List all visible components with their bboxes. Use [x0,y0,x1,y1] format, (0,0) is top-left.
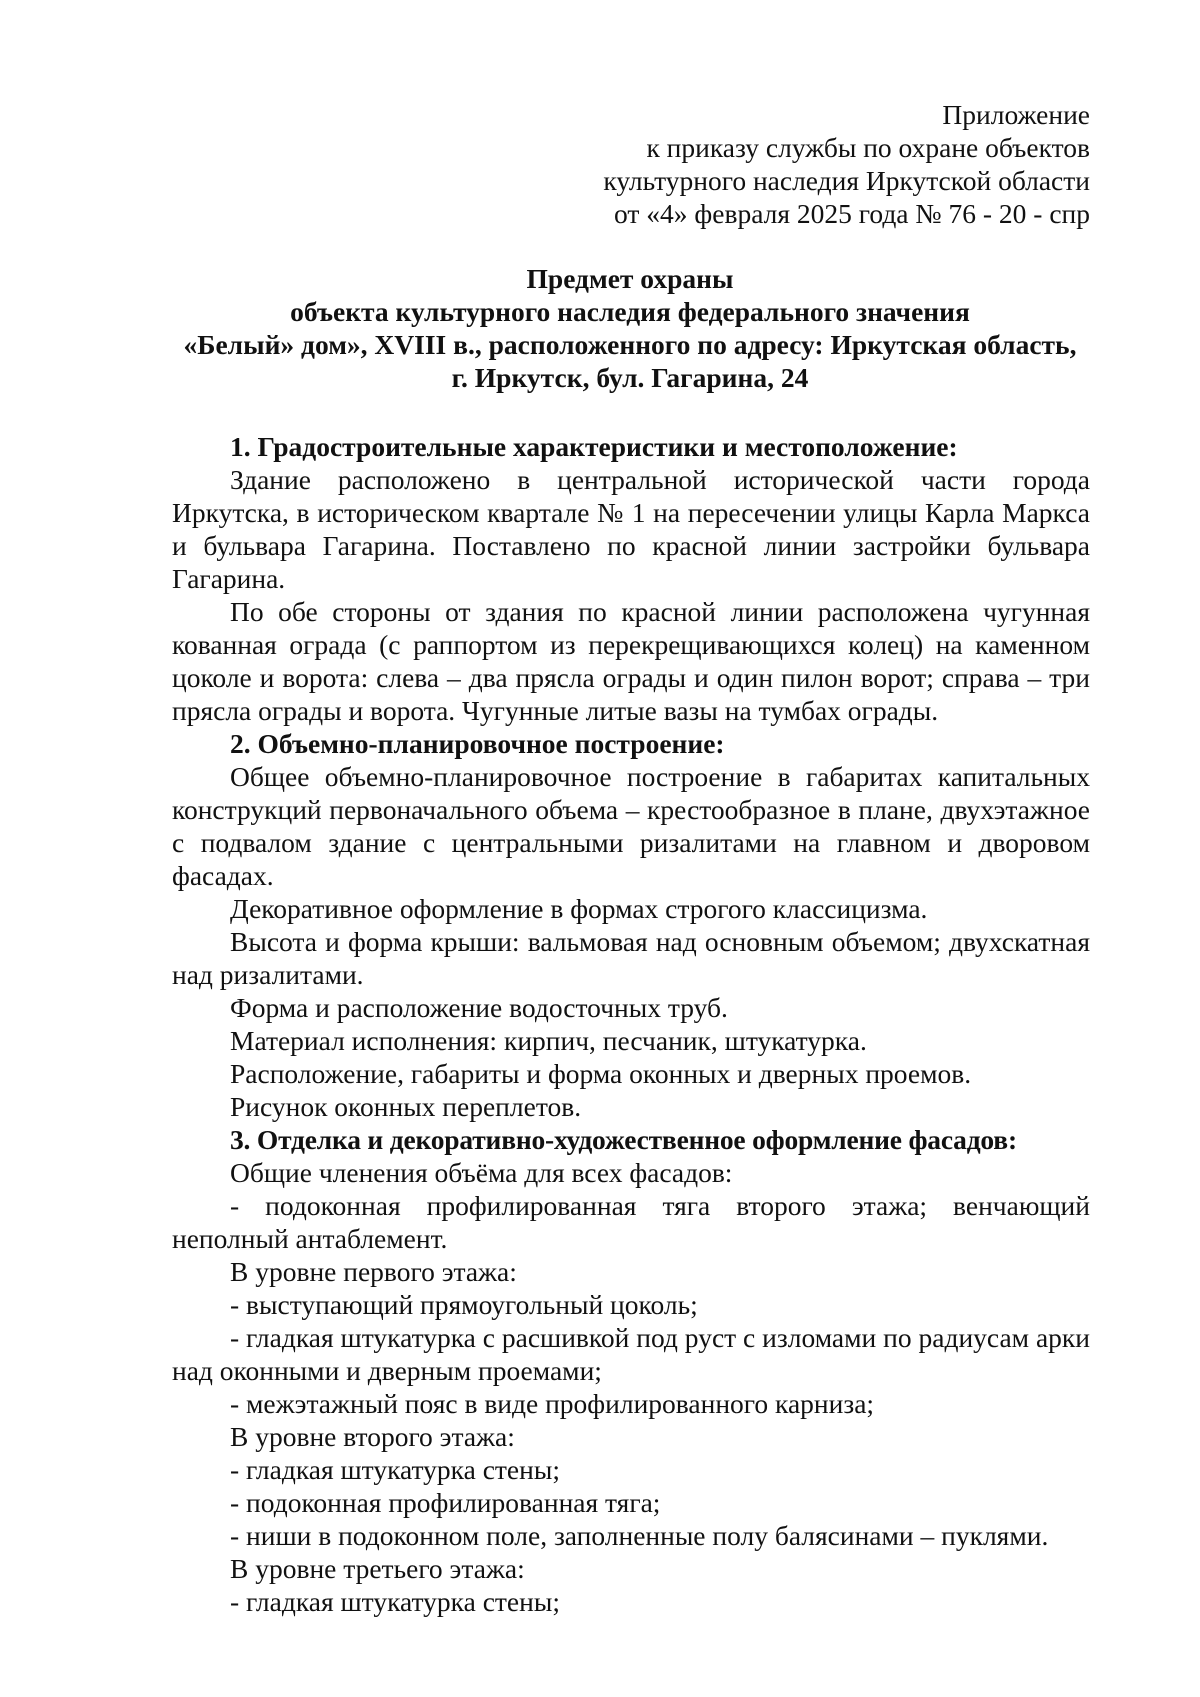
section-2-heading: 2. Объемно-планировочное построение: [230,728,725,759]
appendix-line-3: культурного наследия Иркутской области [603,165,1090,196]
section-3-paragraph-10: - ниши в подоконном поле, заполненные полу балясинами – пуклями. [230,1520,1049,1551]
document-body [172,430,1090,1618]
section-3-paragraph-8: - гладкая штукатурка стены; [230,1454,560,1485]
section-2-paragraph-7: Рисунок оконных переплетов. [230,1091,582,1122]
section-1-paragraph-1: Здание расположено в центральной исторической части города Иркутска, в историческом квартале № 1 на пересечении улицы Карла Маркса и бульвара Гагарина. Поставлено по красной линии застройки бульвара Гагарина. [172,464,1090,594]
section-3-paragraph-1: Общие членения объёма для всех фасадов: [230,1157,733,1188]
section-3-paragraph-5: - гладкая штукатурка с расшивкой под руст с изломами по радиусам арки над оконными и дверным проемами; [172,1322,1090,1386]
section-3-paragraph-3: В уровне первого этажа: [230,1256,517,1287]
section-2-paragraph-6: Расположение, габариты и форма оконных и дверных проемов. [230,1058,972,1089]
section-1-heading: 1. Градостроительные характеристики и местоположение: [230,431,958,462]
title-line-3: «Белый» дом», XVIII в., расположенного по адресу: Иркутская область, [183,329,1077,360]
section-1-paragraph-2: По обе стороны от здания по красной линии расположена чугунная кованная ограда (с раппортом из перекрещивающихся колец) на каменном цоколе и ворота: слева – два прясла ограды и один пилон ворот; справа – три прясла ограды и ворота. Чугунные литые вазы на тумбах ограды. [172,596,1090,726]
title-line-4: г. Иркутск, бул. Гагарина, 24 [451,362,809,393]
section-3-paragraph-12: - гладкая штукатурка стены; [230,1586,560,1617]
title-line-2: объекта культурного наследия федерального значения [290,296,970,327]
appendix-line-2: к приказу службы по охране объектов [646,132,1090,163]
section-3-paragraph-7: В уровне второго этажа: [230,1421,515,1452]
section-2-paragraph-4: Форма и расположение водосточных труб. [230,992,728,1023]
section-2-paragraph-3: Высота и форма крыши: вальмовая над основным объемом; двухскатная над ризалитами. [172,926,1090,990]
section-2-paragraph-2: Декоративное оформление в формах строгого классицизма. [230,893,928,924]
appendix-line-4: от «4» февраля 2025 года № 76 - 20 - спр [614,198,1090,229]
appendix-block [390,98,1090,230]
section-3-paragraph-11: В уровне третьего этажа: [230,1553,525,1584]
section-3-heading: 3. Отделка и декоративно-художественное оформление фасадов: [230,1124,1017,1155]
appendix-line-1: Приложение [942,99,1090,130]
section-2-paragraph-5: Материал исполнения: кирпич, песчаник, штукатурка. [230,1025,867,1056]
section-3-paragraph-9: - подоконная профилированная тяга; [230,1487,661,1518]
section-2-paragraph-1: Общее объемно-планировочное построение в габаритах капитальных конструкций первоначального объема – крестообразное в плане, двухэтажное с подвалом здание с центральными ризалитами на главном и дворовом фасадах. [172,761,1090,891]
title-line-1: Предмет охраны [526,263,734,294]
section-3-paragraph-6: - межэтажный пояс в виде профилированного карниза; [230,1388,875,1419]
section-3-paragraph-4: - выступающий прямоугольный цоколь; [230,1289,698,1320]
document-title [170,262,1090,394]
section-3-paragraph-2: - подоконная профилированная тяга второго этажа; венчающий неполный антаблемент. [172,1190,1090,1254]
